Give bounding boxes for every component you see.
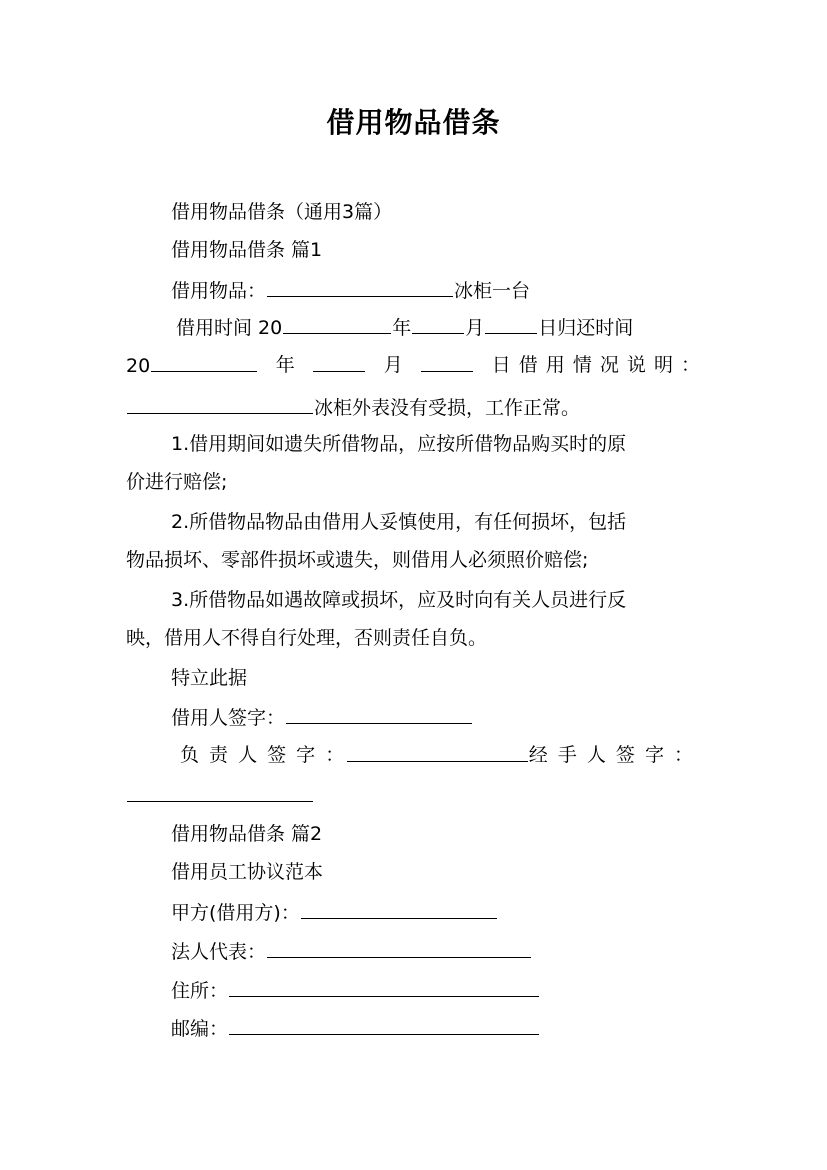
manager-sign-label: 负 责 人 签 字 ： — [180, 744, 347, 766]
borrower-sign-line — [171, 705, 701, 730]
party-a-label: 甲方(借用方)： — [171, 902, 300, 924]
party-a-line — [171, 900, 701, 925]
return-day-blank — [421, 353, 473, 372]
part2-heading: 借用物品借条 篇2 — [171, 823, 323, 845]
time-month-blank — [412, 315, 464, 334]
legal-rep-label: 法人代表： — [171, 941, 267, 963]
handler-sign-blank — [127, 783, 313, 802]
item-line — [171, 278, 701, 303]
item-label: 借用物品： — [171, 280, 267, 302]
rule-1-line-b: 价进行赔偿; — [126, 471, 228, 493]
address-blank — [229, 978, 539, 997]
document-title: 借用物品借条 — [326, 106, 501, 139]
document-subtitle: 借用物品借条（通用3篇） — [171, 201, 393, 223]
rule-3-line-b: 映，借用人不得自行处理，否则责任自负。 — [126, 627, 488, 649]
postcode-blank — [229, 1016, 539, 1035]
hereby-text: 特立此据 — [171, 667, 248, 689]
party-a-blank — [301, 900, 497, 919]
time-line-2: 20 年 月 日 借 用 情 况 说 明 ： — [126, 354, 701, 377]
postcode-line — [171, 1016, 701, 1041]
rule-2-line-a: 2.所借物品物品由借用人妥慎使用，有任何损坏，包括 — [171, 511, 627, 533]
condition-line — [126, 395, 701, 420]
handler-sign-line — [126, 783, 701, 808]
time-line-1: 借用时间 20 年 月 日归还时间 — [176, 317, 634, 339]
return-month-blank — [313, 353, 365, 372]
item-blank — [267, 278, 453, 297]
return-year-blank — [151, 353, 257, 372]
borrower-sign-blank — [286, 705, 472, 724]
legal-rep-blank — [267, 939, 531, 958]
item-value: 冰柜一台 — [454, 280, 531, 302]
address-label: 住所： — [171, 980, 229, 1002]
time-day-blank — [485, 315, 537, 334]
condition-text: 冰柜外表没有受损，工作正常。 — [314, 397, 581, 419]
agreement-title: 借用员工协议范本 — [171, 861, 324, 883]
manager-sign-blank — [347, 743, 528, 762]
part1-heading: 借用物品借条 篇1 — [171, 239, 323, 261]
rule-2-line-b: 物品损坏、零部件损坏或遗失，则借用人必须照价赔偿; — [126, 549, 589, 571]
condition-blank — [127, 395, 313, 414]
address-line — [171, 978, 701, 1003]
manager-sign-line — [180, 743, 695, 767]
rule-1-line-a: 1.借用期间如遗失所借物品，应按所借物品购买时的原 — [171, 433, 627, 455]
handler-sign-label: 经 手 人 签 字 ： — [528, 744, 695, 766]
rule-3-line-a: 3.所借物品如遇故障或损坏，应及时向有关人员进行反 — [171, 589, 627, 611]
postcode-label: 邮编： — [171, 1018, 229, 1040]
time-year-blank — [283, 315, 391, 334]
borrower-sign-label: 借用人签字： — [171, 707, 286, 729]
legal-rep-line — [171, 939, 701, 964]
